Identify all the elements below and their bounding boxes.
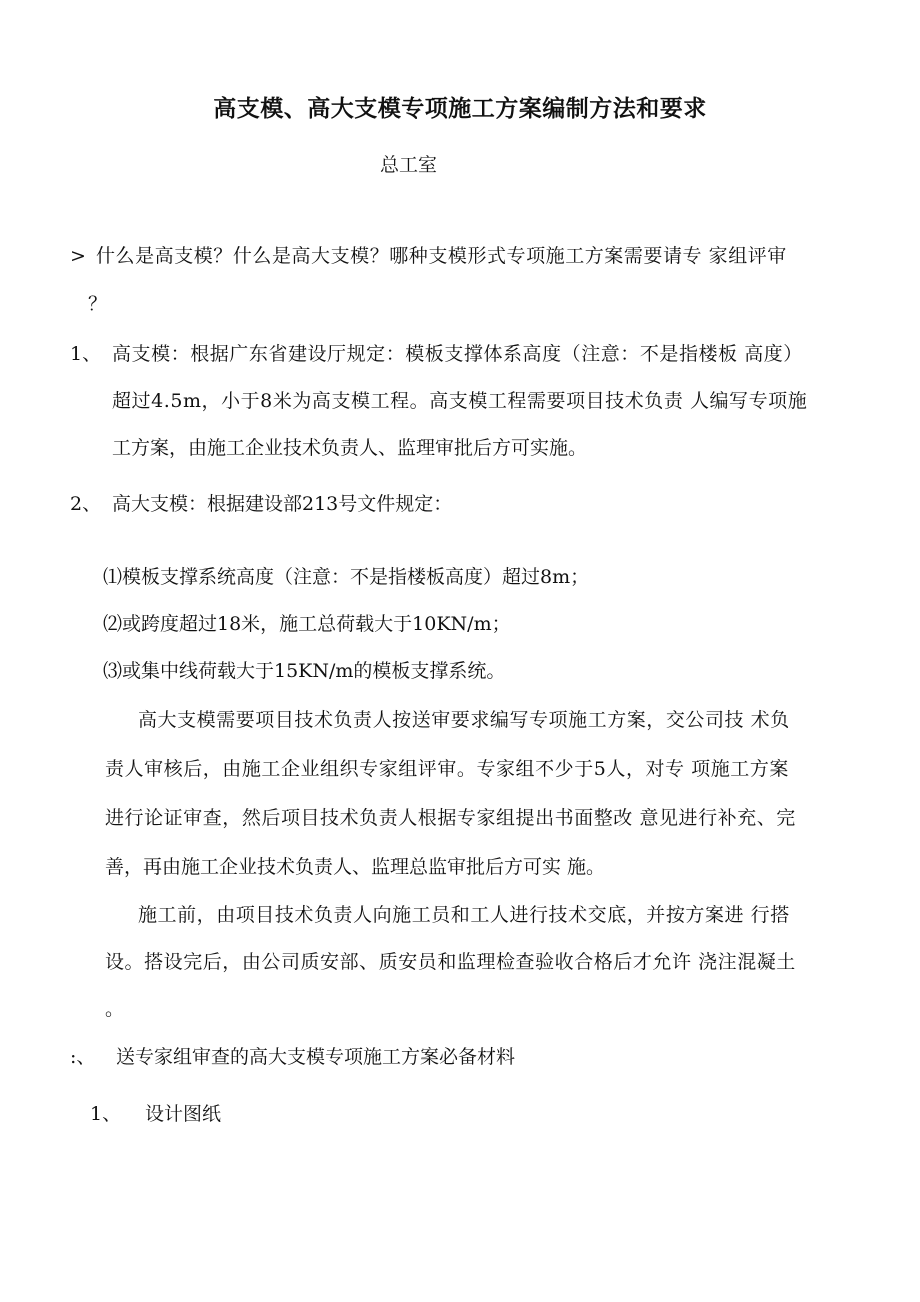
- para1-line4: 善，再由施工企业技术负责人、监理总监审批后方可实 施。: [105, 856, 606, 878]
- para1-line2: 责人审核后，由施工企业组织专家组评审。专家组不少于5人，对专 项施工方案: [105, 758, 789, 780]
- section3-number: :、: [70, 1046, 96, 1068]
- document-author: 总工室: [380, 154, 438, 176]
- item1-line2: 超过4.5m，小于8米为高支模工程。高支模工程需要项目技术负责 人编写专项施: [112, 390, 808, 412]
- item1-line3: 工方案，由施工企业技术负责人、监理审批后方可实施。: [112, 437, 588, 459]
- para2-line3: 。: [105, 998, 125, 1020]
- question-cont: ？: [88, 293, 108, 315]
- para2-line1: 施工前，由项目技术负责人向施工员和工人进行技术交底，并按方案进 行搭: [138, 904, 790, 926]
- item2-line1: 高大支模：根据建设部213号文件规定：: [112, 493, 453, 515]
- item1-number: 1、: [70, 343, 102, 365]
- condition-1: ⑴模板支撑系统高度（注意：不是指楼板高度）超过8m；: [103, 566, 590, 588]
- para1-line1: 高大支模需要项目技术负责人按送审要求编写专项施工方案，交公司技 术负: [138, 709, 790, 731]
- sub1-number: 1、: [90, 1103, 122, 1125]
- condition-2: ⑵或跨度超过18米，施工总荷载大于10KN/m；: [103, 613, 511, 635]
- item2-number: 2、: [70, 493, 102, 515]
- para2-line2: 设。搭设完后，由公司质安部、质安员和监理检查验收合格后才允许 浇注混凝土: [105, 951, 796, 973]
- section3-heading: 送专家组审查的高大支模专项施工方案必备材料: [116, 1046, 516, 1068]
- para1-line3: 进行论证审查，然后项目技术负责人根据专家组提出书面整改 意见进行补充、完: [105, 807, 796, 829]
- item1-line1: 高支模：根据广东省建设厅规定：模板支撑体系高度（注意：不是指楼板 高度）: [112, 343, 803, 365]
- condition-3: ⑶或集中线荷载大于15KN/m的模板支撑系统。: [103, 660, 506, 682]
- question-bullet: >: [70, 245, 86, 267]
- sub1-text: 设计图纸: [145, 1103, 222, 1125]
- question-text: 什么是高支模？什么是高大支模？哪种支模形式专项施工方案需要请专 家组评审: [96, 245, 787, 267]
- document-title: 高支模、高大支模专项施工方案编制方法和要求: [213, 95, 707, 122]
